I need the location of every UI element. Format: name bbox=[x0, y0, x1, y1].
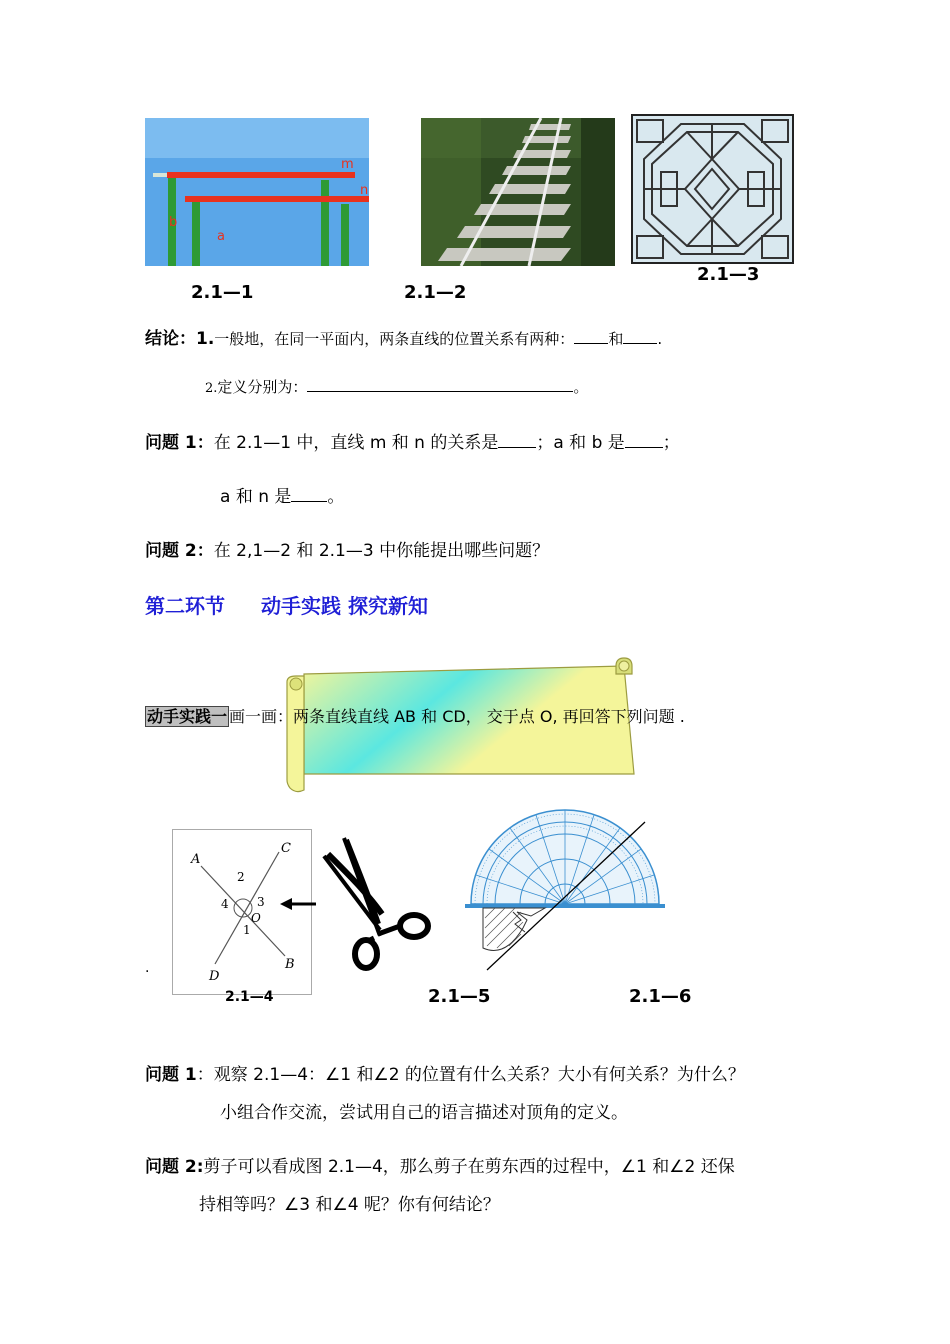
caption-2-1-6: 2.1—6 bbox=[629, 986, 692, 1007]
q1b-text-1: ：观察 2.1—4：∠1 和∠2 的位置有什么关系？大小有何关系？为什么？ bbox=[196, 1065, 745, 1085]
definition-blank[interactable] bbox=[307, 377, 573, 392]
conclusion-num-1: 1. bbox=[196, 329, 215, 349]
angle-1: 1 bbox=[243, 923, 251, 937]
figure-2-1-2 bbox=[421, 118, 615, 266]
angle-3: 3 bbox=[257, 895, 265, 909]
scissors-icon bbox=[318, 834, 438, 974]
conclusion-end-2: 。 bbox=[573, 378, 589, 396]
label-O: O bbox=[251, 911, 261, 925]
railing-illustration bbox=[145, 118, 369, 266]
conclusion-end-1: . bbox=[657, 330, 663, 348]
section-heading bbox=[145, 590, 428, 619]
q1b-line-1 bbox=[145, 1060, 745, 1085]
q1b-label: 问题 1 bbox=[145, 1065, 197, 1085]
figure-2-1-6 bbox=[465, 808, 665, 978]
blank[interactable] bbox=[625, 433, 663, 448]
question1-line-2 bbox=[220, 482, 344, 507]
conclusion-label: 结论： bbox=[145, 329, 196, 349]
question1-text-a: 在 2.1—1 中，直线 m 和 n 的关系是 bbox=[213, 433, 499, 453]
figure-2-1-3 bbox=[631, 114, 794, 264]
conclusion-and: 和 bbox=[608, 330, 624, 348]
q1b-line-2: 小组合作交流，尝试用自己的语言描述对顶角的定义。 bbox=[220, 1103, 628, 1123]
practice-text: 画一画：两条直线直线 AB 和 CD， 交于点 O, 再回答下列问题 . bbox=[229, 707, 685, 726]
label-a: a bbox=[217, 229, 225, 244]
q2b-text-1: 剪子可以看成图 2.1—4，那么剪子在剪东西的过程中，∠1 和∠2 还保 bbox=[203, 1157, 735, 1177]
section-heading-part1: 第二环节 bbox=[145, 594, 225, 618]
blank[interactable] bbox=[574, 329, 608, 344]
question1-line-1 bbox=[145, 428, 680, 453]
caption-2-1-4: 2.1—4 bbox=[225, 989, 274, 1005]
label-D: D bbox=[209, 969, 220, 984]
blank[interactable] bbox=[291, 487, 327, 502]
stray-dot: . bbox=[145, 960, 150, 976]
figure-2-1-4 bbox=[172, 829, 312, 995]
question1-text-c: ； bbox=[662, 433, 680, 453]
question1-text-b: ；a 和 b 是 bbox=[536, 433, 625, 453]
label-A: A bbox=[191, 852, 201, 867]
railway-photo bbox=[421, 118, 615, 266]
question2-line bbox=[145, 536, 549, 561]
q2b-line-2: 持相等吗？∠3 和∠4 呢？你有何结论？ bbox=[199, 1195, 500, 1215]
conclusion-line-1 bbox=[145, 324, 662, 349]
question2-label: 问题 2： bbox=[145, 541, 214, 561]
practice-label: 动手实践一 bbox=[147, 707, 228, 726]
conclusion-text-2: 定义分别为： bbox=[217, 378, 308, 396]
blank[interactable] bbox=[623, 329, 657, 344]
window-lattice-pattern bbox=[631, 114, 794, 264]
label-B: B bbox=[285, 957, 295, 972]
arrow-left-icon bbox=[280, 896, 318, 912]
q2b-line-1 bbox=[145, 1152, 735, 1177]
figure-2-1-5 bbox=[318, 834, 438, 974]
question1-line2-a: a 和 n 是 bbox=[220, 487, 292, 507]
angle-4: 4 bbox=[221, 897, 229, 911]
question1-label: 问题 1： bbox=[145, 433, 214, 453]
question1-line2-b: 。 bbox=[327, 487, 345, 507]
conclusion-text-1: 一般地，在同一平面内，两条直线的位置关系有两种： bbox=[214, 330, 575, 348]
blank[interactable] bbox=[498, 433, 536, 448]
conclusion-line-2 bbox=[205, 376, 588, 397]
angle-2: 2 bbox=[237, 870, 245, 884]
caption-2-1-1: 2.1—1 bbox=[191, 282, 254, 303]
label-b: b bbox=[169, 215, 178, 230]
label-m: m bbox=[341, 157, 354, 172]
label-n: n bbox=[360, 183, 369, 198]
figure-2-1-1 bbox=[145, 118, 369, 266]
question2-text: 在 2,1—2 和 2.1—3 中你能提出哪些问题？ bbox=[213, 541, 550, 561]
conclusion-num-2: 2. bbox=[205, 381, 218, 396]
caption-2-1-3: 2.1—3 bbox=[697, 264, 760, 285]
intersecting-lines-diagram bbox=[173, 830, 311, 994]
caption-2-1-2: 2.1—2 bbox=[404, 282, 467, 303]
practice-line bbox=[145, 704, 685, 727]
caption-2-1-5: 2.1—5 bbox=[428, 986, 491, 1007]
section-heading-part2: 动手实践 探究新知 bbox=[261, 594, 428, 618]
protractor-diagram bbox=[465, 808, 665, 978]
q2b-label: 问题 2: bbox=[145, 1157, 204, 1177]
label-C: C bbox=[281, 841, 291, 856]
